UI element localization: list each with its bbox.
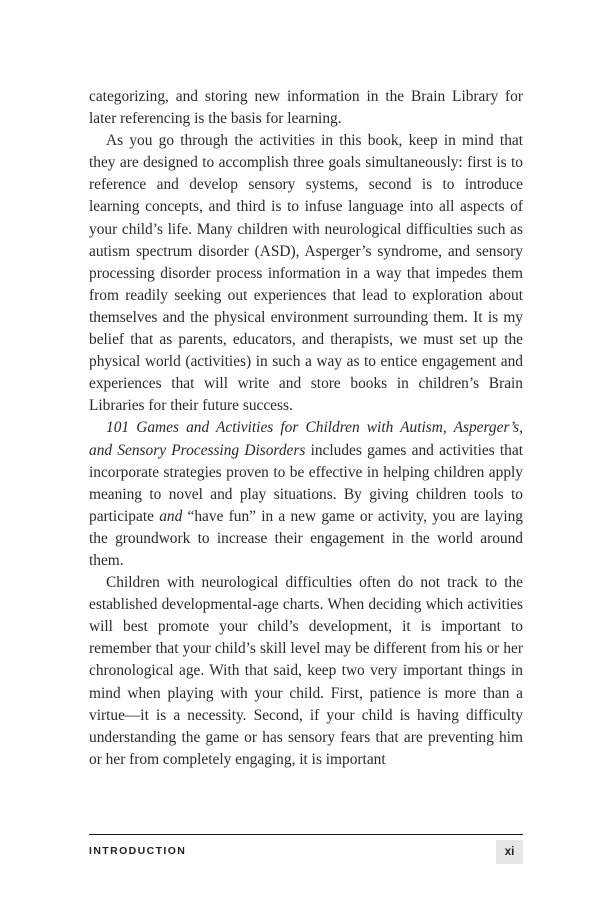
page-number: xi xyxy=(504,846,515,858)
paragraph xyxy=(89,572,523,771)
paragraph xyxy=(89,130,523,417)
paragraph-text: includes games and activities that incorporate strategies proven to be effective in helping children apply meaning to novel and play situations. By giving children tools to participate xyxy=(89,441,523,525)
paragraph-text: categorizing, and storing new information in the Brain Library for later referencing is the basis for learning. xyxy=(89,88,523,128)
body-text xyxy=(89,86,523,771)
paragraph xyxy=(89,417,523,572)
running-footer-section: INTRODUCTION xyxy=(89,845,187,857)
paragraph-text: As you go through the activities in this book, keep in mind that they are designed to accomplish three goals simultaneously: first is to reference and develop sensory systems, second is to introduce learning concepts, and third is to infuse language into all aspects of your child’s life. Many children with neurological difficulties such as autism spectrum disorder (ASD), Asperger’s syndrome, and sensory processing disorder process information in a way that impedes them from readily seeking out experiences that lead to exploration about themselves and the physical environment surrounding them. It is my belief that as parents, educators, and therapists, we must set up the physical world (activities) in such a way as to entice engagement and experiences that will write and store books in children’s Brain Libraries for their future success. xyxy=(89,132,523,415)
page-number-box xyxy=(496,840,523,864)
paragraph xyxy=(89,86,523,130)
paragraph-text: “have fun” in a new game or activity, you are laying the groundwork to increase their engagement in the world around them. xyxy=(89,507,524,569)
italic-text: 101 Games and Activities for Children with Autism, Asperger’s, and Sensory Processing Disorders xyxy=(89,419,523,459)
italic-text: and xyxy=(159,507,183,525)
paragraph-text: Children with neurological difficulties often do not track to the established developmental-age charts. When deciding which activities will best promote your child’s development, it is important to remember that your child’s skill level may be different from his or her chronological age. With that said, keep two very important things in mind when playing with your child. First, patience is more than a virtue—it is a necessity. Second, if your child is having difficulty understanding the game or has sensory fears that are preventing him or her from completely engaging, it is important xyxy=(89,574,523,768)
footer-rule xyxy=(89,834,523,835)
